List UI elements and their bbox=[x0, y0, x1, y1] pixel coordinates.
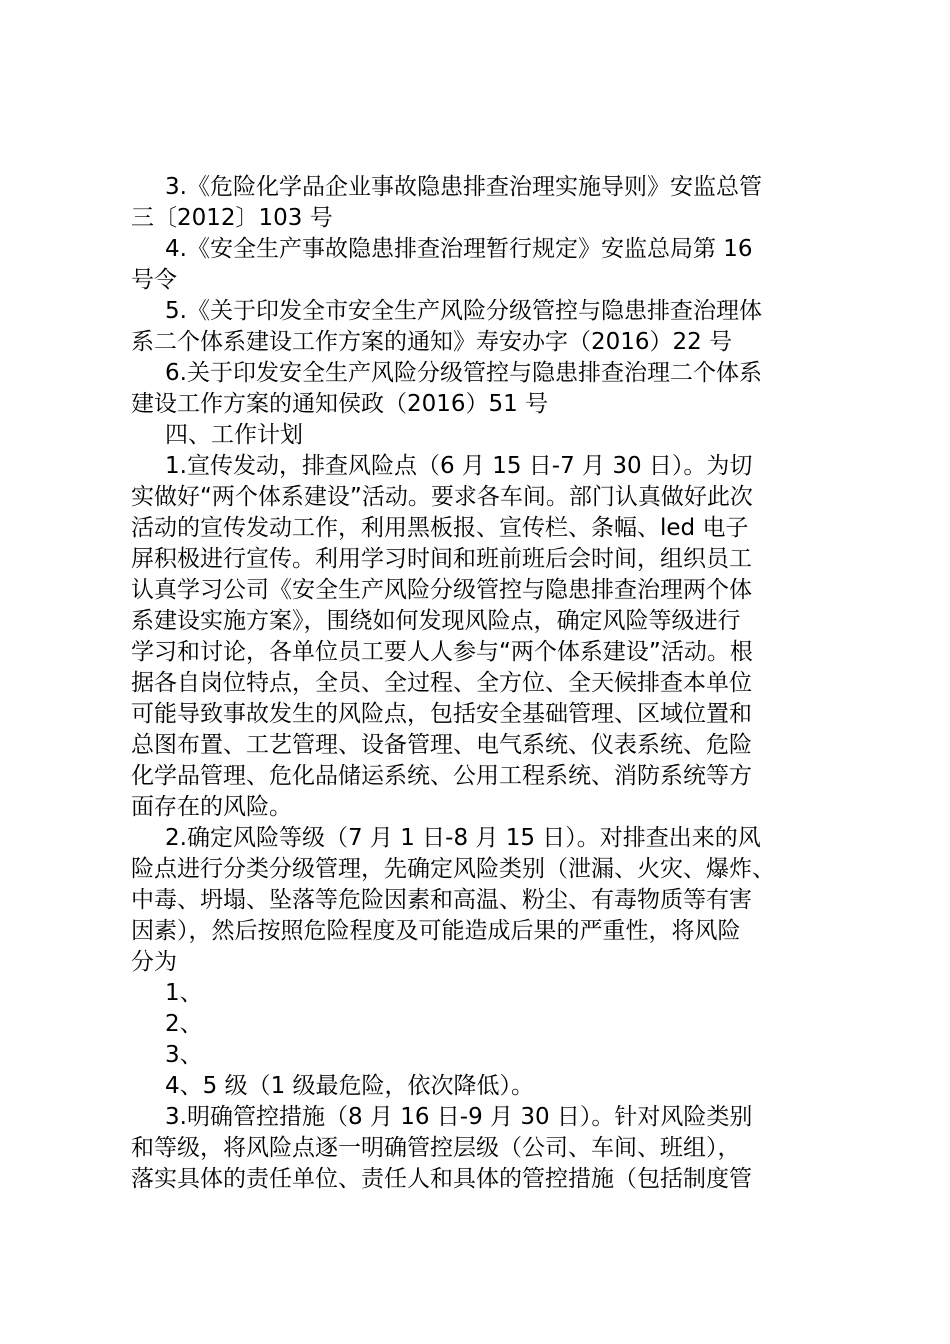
text-line: 屏积极进行宣传。利用学习时间和班前班后会时间，组织员工 bbox=[131, 546, 752, 572]
text-line: 和等级，将风险点逐一明确管控层级（公司、车间、班组）， bbox=[131, 1135, 741, 1161]
text-line: 3、 bbox=[165, 1042, 203, 1068]
text-line: 据各自岗位特点，全员、全过程、全方位、全天候排查本单位 bbox=[131, 670, 752, 696]
text-line: 4、5 级（1 级最危险，依次降低）。 bbox=[165, 1073, 535, 1099]
text-line: 化学品管理、危化品储运系统、公用工程系统、消防系统等方 bbox=[131, 763, 752, 789]
text-line: 活动的宣传发动工作，利用黑板报、宣传栏、条幅、led 电子 bbox=[131, 515, 749, 541]
text-line: 险点进行分类分级管理，先确定风险类别（泄漏、火灾、爆炸、 bbox=[131, 856, 775, 882]
text-line: 学习和讨论，各单位员工要人人参与“两个体系建设”活动。根 bbox=[131, 639, 753, 665]
text-line: 面存在的风险。 bbox=[131, 794, 292, 820]
text-line: 中毒、坍塌、坠落等危险因素和高温、粉尘、有毒物质等有害 bbox=[131, 887, 752, 913]
text-line: 可能导致事故发生的风险点，包括安全基础管理、区域位置和 bbox=[131, 701, 752, 727]
text-line: 系二个体系建设工作方案的通知》寿安办字（2016）22 号 bbox=[131, 329, 733, 355]
text-line: 4.《安全生产事故隐患排查治理暂行规定》安监总局第 16 bbox=[165, 236, 753, 262]
text-line: 1.宣传发动，排查风险点（6 月 15 日-7 月 30 日）。为切 bbox=[165, 453, 753, 479]
text-line: 认真学习公司《安全生产风险分级管控与隐患排查治理两个体 bbox=[131, 577, 752, 603]
text-line: 3.明确管控措施（8 月 16 日-9 月 30 日）。针对风险类别 bbox=[165, 1104, 753, 1130]
text-line: 3.《危险化学品企业事故隐患排查治理实施导则》安监总管 bbox=[165, 174, 762, 200]
text-line: 四、工作计划 bbox=[165, 422, 303, 448]
text-line: 6.关于印发安全生产风险分级管控与隐患排查治理二个体系 bbox=[165, 360, 762, 386]
text-line: 三〔2012〕103 号 bbox=[131, 205, 333, 231]
text-line: 2、 bbox=[165, 1011, 203, 1037]
text-line: 系建设实施方案》，围绕如何发现风险点，确定风险等级进行 bbox=[131, 608, 741, 634]
text-line: 5.《关于印发全市安全生产风险分级管控与隐患排查治理体 bbox=[165, 298, 762, 324]
text-line: 2.确定风险等级（7 月 1 日-8 月 15 日）。对排查出来的风 bbox=[165, 825, 761, 851]
text-line: 号令 bbox=[131, 267, 177, 293]
text-line: 总图布置、工艺管理、设备管理、电气系统、仪表系统、危险 bbox=[131, 732, 752, 758]
document-body bbox=[131, 172, 831, 1195]
text-line: 因素），然后按照危险程度及可能造成后果的严重性，将风险 bbox=[131, 918, 741, 944]
text-line: 分为 bbox=[131, 949, 177, 975]
text-line: 落实具体的责任单位、责任人和具体的管控措施（包括制度管 bbox=[131, 1166, 752, 1192]
text-line: 实做好“两个体系建设”活动。要求各车间。部门认真做好此次 bbox=[131, 484, 753, 510]
text-line: 建设工作方案的通知侯政（2016）51 号 bbox=[131, 391, 549, 417]
text-line: 1、 bbox=[165, 980, 203, 1006]
